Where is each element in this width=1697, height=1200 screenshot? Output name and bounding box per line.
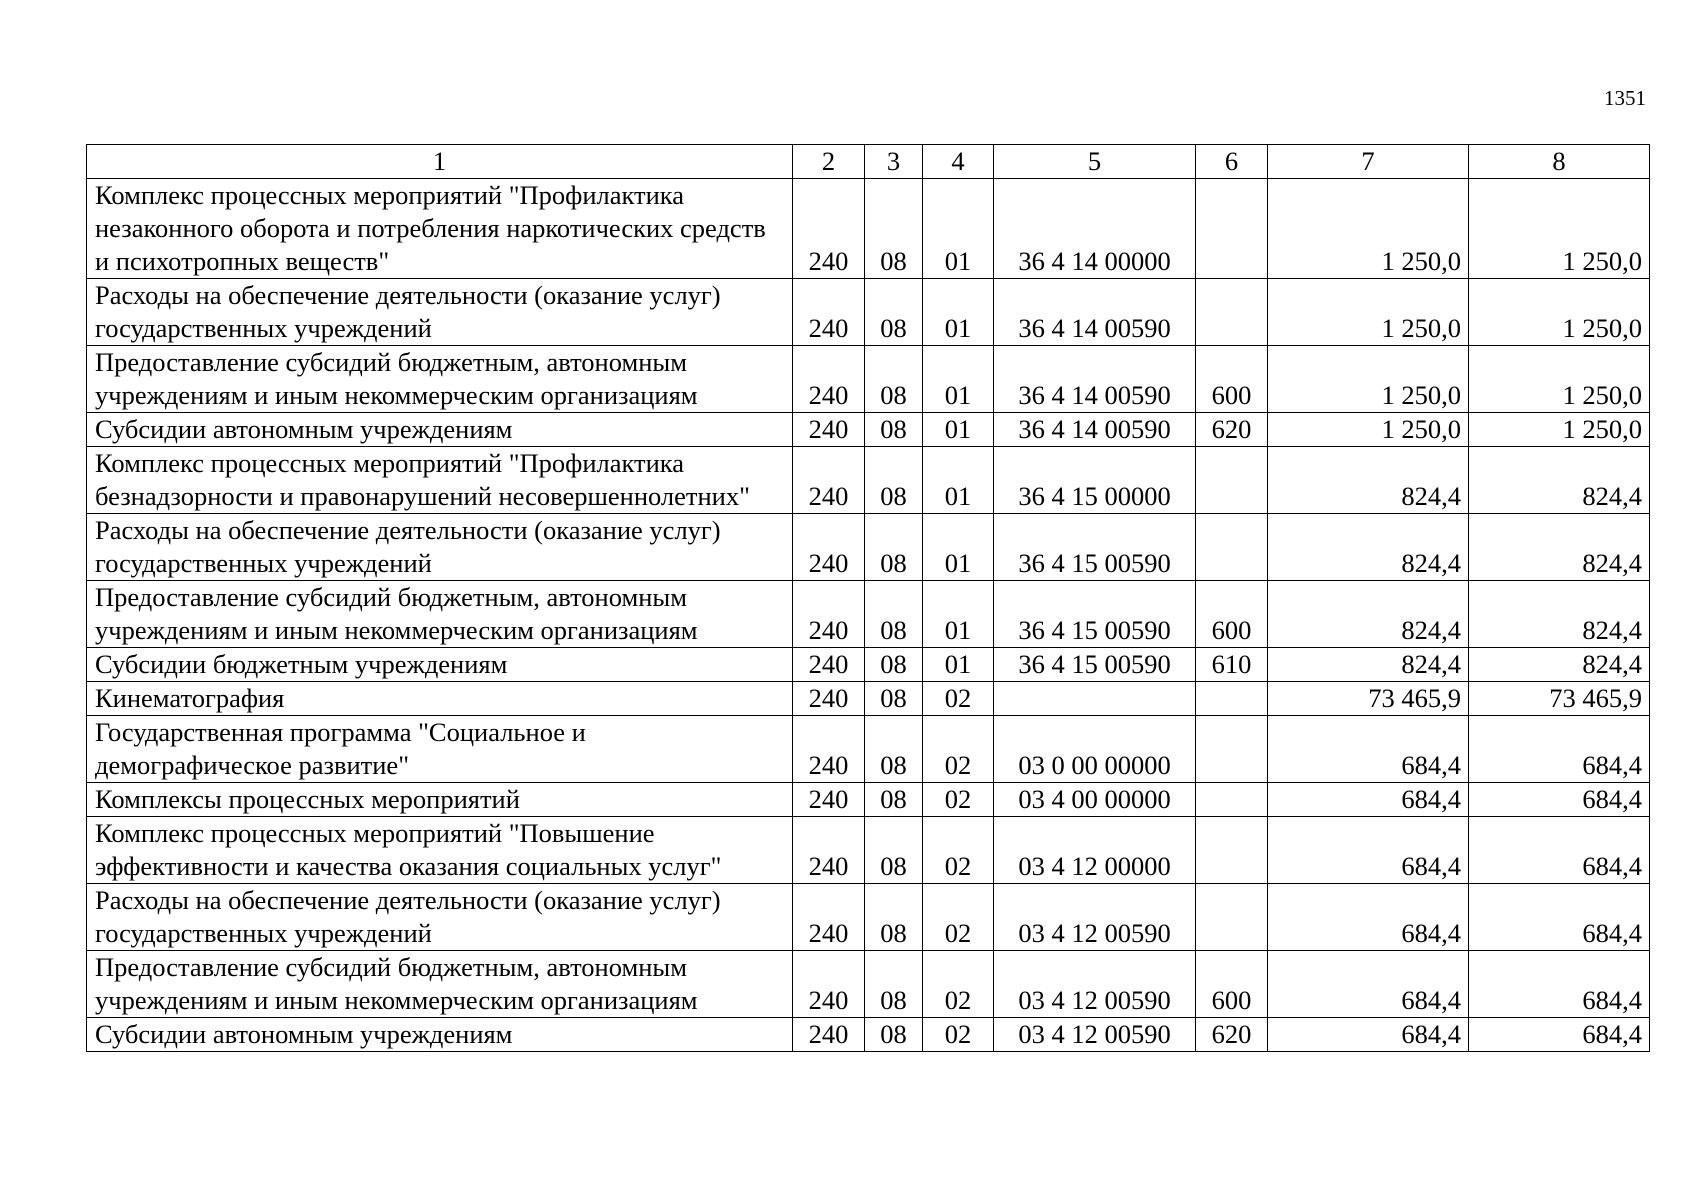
row-code-cell: 240 (793, 884, 865, 951)
row-code-cell: 240 (793, 817, 865, 884)
row-expense-type-cell: 610 (1196, 648, 1268, 682)
row-target-article-cell: 03 4 12 00000 (994, 817, 1196, 884)
table-row (87, 884, 1650, 951)
row-subsection-cell: 01 (923, 514, 994, 581)
row-code-cell: 240 (793, 716, 865, 783)
row-amount-cell: 1 250,0 (1268, 413, 1469, 447)
row-name-cell: Расходы на обеспечение деятельности (оказание услуг) государственных учреждений (87, 514, 793, 581)
row-expense-type-cell: 600 (1196, 951, 1268, 1018)
row-expense-type-cell: 600 (1196, 346, 1268, 413)
row-expense-type-cell (1196, 783, 1268, 817)
table-row (87, 279, 1650, 346)
row-amount-cell: 684,4 (1469, 716, 1650, 783)
row-target-article-cell: 36 4 14 00000 (994, 179, 1196, 279)
row-subsection-cell: 01 (923, 279, 994, 346)
row-amount-cell: 684,4 (1268, 884, 1469, 951)
row-amount-cell: 1 250,0 (1469, 279, 1650, 346)
column-header: 8 (1469, 145, 1650, 179)
row-amount-cell: 1 250,0 (1469, 179, 1650, 279)
row-amount-cell: 1 250,0 (1268, 179, 1469, 279)
column-header: 3 (865, 145, 923, 179)
row-amount-cell: 684,4 (1268, 716, 1469, 783)
row-section-cell: 08 (865, 179, 923, 279)
row-name-cell: Предоставление субсидий бюджетным, автономным учреждениям и иным некоммерческим организациям (87, 951, 793, 1018)
row-section-cell: 08 (865, 279, 923, 346)
row-target-article-cell: 36 4 14 00590 (994, 346, 1196, 413)
row-subsection-cell: 01 (923, 581, 994, 648)
row-expense-type-cell (1196, 884, 1268, 951)
row-amount-cell: 684,4 (1469, 951, 1650, 1018)
row-expense-type-cell (1196, 179, 1268, 279)
column-header: 7 (1268, 145, 1469, 179)
row-amount-cell: 824,4 (1268, 581, 1469, 648)
table-row (87, 648, 1650, 682)
row-code-cell: 240 (793, 1018, 865, 1052)
row-section-cell: 08 (865, 817, 923, 884)
table-row (87, 581, 1650, 648)
row-target-article-cell: 36 4 15 00590 (994, 648, 1196, 682)
row-name-cell: Государственная программа "Социальное и демографическое развитие" (87, 716, 793, 783)
row-name-cell: Расходы на обеспечение деятельности (оказание услуг) государственных учреждений (87, 884, 793, 951)
header-row (87, 145, 1650, 179)
row-amount-cell: 824,4 (1469, 447, 1650, 514)
row-target-article-cell: 36 4 15 00000 (994, 447, 1196, 514)
row-code-cell: 240 (793, 581, 865, 648)
row-name-cell: Субсидии автономным учреждениям (87, 413, 793, 447)
row-name-cell: Кинематография (87, 682, 793, 716)
table-row (87, 346, 1650, 413)
row-amount-cell: 73 465,9 (1268, 682, 1469, 716)
row-subsection-cell: 01 (923, 413, 994, 447)
row-code-cell: 240 (793, 783, 865, 817)
row-section-cell: 08 (865, 447, 923, 514)
row-amount-cell: 73 465,9 (1469, 682, 1650, 716)
row-section-cell: 08 (865, 682, 923, 716)
row-amount-cell: 684,4 (1469, 817, 1650, 884)
row-subsection-cell: 01 (923, 447, 994, 514)
row-expense-type-cell: 620 (1196, 413, 1268, 447)
row-amount-cell: 824,4 (1268, 514, 1469, 581)
row-section-cell: 08 (865, 514, 923, 581)
table-row (87, 716, 1650, 783)
row-amount-cell: 1 250,0 (1469, 413, 1650, 447)
row-section-cell: 08 (865, 783, 923, 817)
row-name-cell: Комплексы процессных мероприятий (87, 783, 793, 817)
row-amount-cell: 1 250,0 (1469, 346, 1650, 413)
row-expense-type-cell: 600 (1196, 581, 1268, 648)
row-subsection-cell: 02 (923, 1018, 994, 1052)
table-row (87, 413, 1650, 447)
row-amount-cell: 684,4 (1469, 1018, 1650, 1052)
column-header: 4 (923, 145, 994, 179)
row-name-cell: Комплекс процессных мероприятий "Повышение эффективности и качества оказания социальных услуг" (87, 817, 793, 884)
row-section-cell: 08 (865, 648, 923, 682)
row-name-cell: Субсидии бюджетным учреждениям (87, 648, 793, 682)
row-name-cell: Субсидии автономным учреждениям (87, 1018, 793, 1052)
row-subsection-cell: 02 (923, 951, 994, 1018)
column-header: 2 (793, 145, 865, 179)
row-code-cell: 240 (793, 179, 865, 279)
column-header: 6 (1196, 145, 1268, 179)
row-section-cell: 08 (865, 346, 923, 413)
row-subsection-cell: 01 (923, 346, 994, 413)
table-row (87, 1018, 1650, 1052)
row-amount-cell: 684,4 (1469, 783, 1650, 817)
table-row (87, 514, 1650, 581)
row-amount-cell: 1 250,0 (1268, 279, 1469, 346)
table-row (87, 817, 1650, 884)
row-subsection-cell: 02 (923, 716, 994, 783)
row-section-cell: 08 (865, 581, 923, 648)
row-subsection-cell: 02 (923, 783, 994, 817)
row-amount-cell: 684,4 (1268, 1018, 1469, 1052)
row-section-cell: 08 (865, 951, 923, 1018)
row-target-article-cell: 36 4 14 00590 (994, 279, 1196, 346)
row-expense-type-cell (1196, 447, 1268, 514)
row-target-article-cell: 03 4 12 00590 (994, 1018, 1196, 1052)
budget-table (86, 144, 1650, 1052)
row-target-article-cell: 03 4 12 00590 (994, 884, 1196, 951)
table-row (87, 951, 1650, 1018)
row-expense-type-cell: 620 (1196, 1018, 1268, 1052)
row-subsection-cell: 01 (923, 648, 994, 682)
table-row (87, 783, 1650, 817)
page-number: 1351 (1604, 86, 1646, 110)
row-amount-cell: 1 250,0 (1268, 346, 1469, 413)
row-code-cell: 240 (793, 951, 865, 1018)
table-row (87, 179, 1650, 279)
row-subsection-cell: 02 (923, 682, 994, 716)
row-name-cell: Комплекс процессных мероприятий "Профилактика незаконного оборота и потребления наркотических средств и психотропных веществ" (87, 179, 793, 279)
row-expense-type-cell (1196, 682, 1268, 716)
row-amount-cell: 684,4 (1268, 783, 1469, 817)
row-code-cell: 240 (793, 447, 865, 514)
row-target-article-cell (994, 682, 1196, 716)
row-amount-cell: 684,4 (1268, 951, 1469, 1018)
row-name-cell: Комплекс процессных мероприятий "Профилактика безнадзорности и правонарушений несовершеннолетних" (87, 447, 793, 514)
row-name-cell: Расходы на обеспечение деятельности (оказание услуг) государственных учреждений (87, 279, 793, 346)
row-amount-cell: 824,4 (1268, 648, 1469, 682)
row-target-article-cell: 03 4 12 00590 (994, 951, 1196, 1018)
row-amount-cell: 824,4 (1469, 648, 1650, 682)
row-code-cell: 240 (793, 346, 865, 413)
row-target-article-cell: 03 0 00 00000 (994, 716, 1196, 783)
row-subsection-cell: 02 (923, 884, 994, 951)
row-code-cell: 240 (793, 514, 865, 581)
row-target-article-cell: 36 4 15 00590 (994, 514, 1196, 581)
table-row (87, 447, 1650, 514)
row-amount-cell: 684,4 (1268, 817, 1469, 884)
row-subsection-cell: 01 (923, 179, 994, 279)
row-section-cell: 08 (865, 413, 923, 447)
row-amount-cell: 824,4 (1268, 447, 1469, 514)
row-code-cell: 240 (793, 279, 865, 346)
row-target-article-cell: 36 4 15 00590 (994, 581, 1196, 648)
row-name-cell: Предоставление субсидий бюджетным, автономным учреждениям и иным некоммерческим организациям (87, 346, 793, 413)
row-expense-type-cell (1196, 279, 1268, 346)
column-header: 1 (87, 145, 793, 179)
row-amount-cell: 824,4 (1469, 514, 1650, 581)
row-section-cell: 08 (865, 1018, 923, 1052)
table-body (87, 179, 1650, 1052)
row-code-cell: 240 (793, 648, 865, 682)
row-name-cell: Предоставление субсидий бюджетным, автономным учреждениям и иным некоммерческим организациям (87, 581, 793, 648)
row-expense-type-cell (1196, 817, 1268, 884)
row-section-cell: 08 (865, 884, 923, 951)
row-expense-type-cell (1196, 514, 1268, 581)
row-subsection-cell: 02 (923, 817, 994, 884)
row-expense-type-cell (1196, 716, 1268, 783)
column-header: 5 (994, 145, 1196, 179)
row-amount-cell: 684,4 (1469, 884, 1650, 951)
table-row (87, 682, 1650, 716)
row-target-article-cell: 36 4 14 00590 (994, 413, 1196, 447)
row-code-cell: 240 (793, 413, 865, 447)
row-code-cell: 240 (793, 682, 865, 716)
row-section-cell: 08 (865, 716, 923, 783)
row-amount-cell: 824,4 (1469, 581, 1650, 648)
row-target-article-cell: 03 4 00 00000 (994, 783, 1196, 817)
